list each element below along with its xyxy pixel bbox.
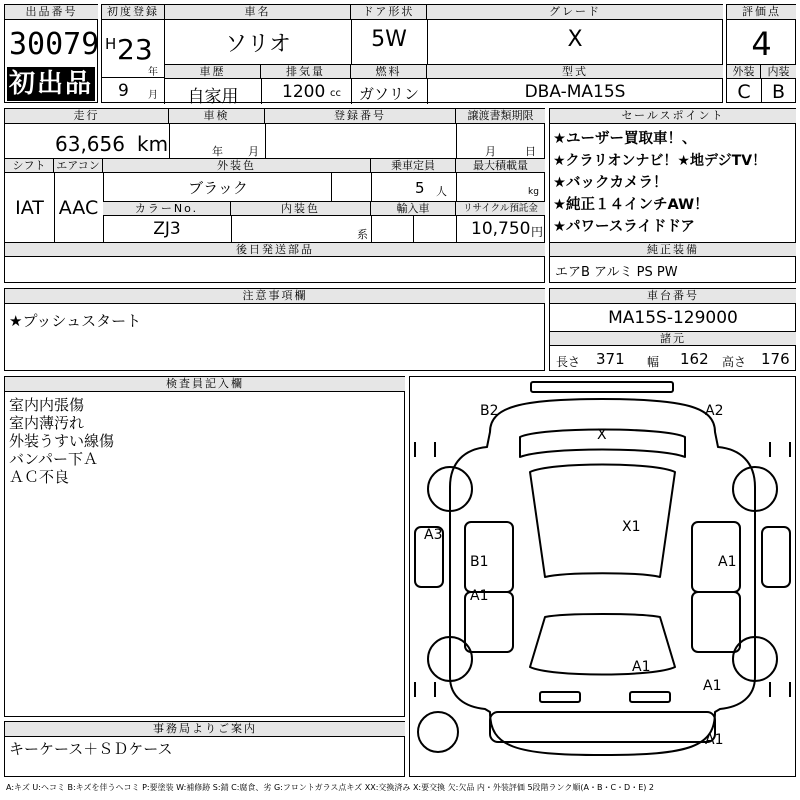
mileage-label: 走行 [5, 109, 169, 124]
rowA-sep2 [265, 124, 266, 158]
model-label: 型式 [427, 64, 723, 79]
score: 4 [751, 25, 772, 63]
mark-a1-bottom: A1 [705, 732, 724, 748]
displacement-unit: cc [330, 88, 341, 99]
rowA-sep1 [169, 124, 170, 158]
color-no: ZJ3 [153, 219, 181, 239]
rowA-sep3 [456, 124, 457, 158]
transfer-day-unit: 日 [525, 145, 536, 158]
mark-a1-right-mid: A1 [718, 554, 737, 570]
grade-label: グレード [427, 5, 723, 20]
mark-a1-center: A1 [632, 659, 651, 675]
sales-point-item: ★クラリオンナビ！★地デジTV！ [553, 153, 767, 169]
interior-score: B [771, 81, 786, 103]
import-label: 輸入車 [371, 201, 456, 216]
rowC-sep1 [231, 216, 232, 242]
inspection-year-unit: 年 [212, 145, 223, 158]
mark-x: X [597, 427, 607, 443]
dims-label: 諸元 [550, 331, 796, 346]
inspector-panel [4, 376, 405, 717]
reg-year: 23 [117, 33, 153, 66]
sales-points-panel [549, 108, 796, 283]
lot-number-panel [4, 4, 98, 103]
month-unit: 月 [148, 90, 158, 101]
color-no-label: カラーNo. [103, 201, 231, 216]
chassis-panel [549, 288, 796, 371]
mark-x1: X1 [622, 519, 641, 535]
recycle-unit: 円 [531, 225, 544, 239]
car-outline-diagram [410, 377, 795, 776]
score-label: 評価点 [727, 5, 796, 20]
exterior-label: 外装 [727, 64, 761, 79]
transfer-label: 譲渡書類期限 [456, 109, 545, 124]
mark-a1-right-low: A1 [703, 678, 722, 694]
door-sep [351, 20, 352, 64]
grade: X [567, 27, 583, 52]
rowC-sep2 [371, 216, 372, 242]
history: 自家用 [187, 87, 239, 107]
displacement: 1200 [282, 82, 326, 102]
history-label: 車歴 [165, 64, 261, 79]
inspection-month-unit: 月 [248, 145, 259, 158]
legend: A:キズ U:ヘコミ B:キズを伴うヘコミ P:要塗装 W:補修跡 S:錆 C:腐食、劣 G:フロントガラス点キズ XX:交換済み X:要交換 欠:欠品 内・外装評価 5段階ランク順(A・B・C・D・E) 2 [6, 783, 655, 792]
interior-color-unit: 系 [357, 228, 368, 241]
model: DBA-MA15S [524, 82, 626, 102]
office-text: キーケース＋ＳＤケース [9, 740, 173, 758]
door-label: ドア形状 [351, 5, 427, 20]
lot-number-label: 出品番号 [5, 5, 98, 20]
ac: AAC [58, 197, 99, 219]
fuel-label: 燃料 [351, 64, 427, 79]
transfer-month-unit: 月 [485, 145, 496, 158]
color-tick [331, 173, 332, 201]
mark-b1: B1 [470, 554, 489, 570]
recycle-label: リサイクル預託金 [456, 201, 545, 216]
length: 371 [596, 350, 625, 368]
height: 176 [761, 350, 790, 368]
inspection-label: 車検 [169, 109, 265, 124]
later-parts-label: 後日発送部品 [5, 242, 545, 257]
first-listing-badge: 初出品 [8, 69, 93, 99]
load-unit: kg [528, 187, 539, 197]
capacity-unit: 人 [436, 185, 447, 198]
mark-a1-left-mid: A1 [470, 588, 489, 604]
reg-divider [102, 77, 165, 78]
mark-a3: A3 [424, 527, 443, 543]
equipment-label: 純正装備 [550, 242, 796, 257]
door-type: 5W [371, 27, 407, 52]
ac-label: エアコン [54, 158, 103, 173]
length-label: 長さ [556, 355, 581, 369]
mark-a2: A2 [705, 403, 724, 419]
main-info-panel [101, 4, 723, 107]
inspector-line: バンパー下Ａ [9, 450, 98, 468]
caution-panel [4, 288, 545, 371]
load-label: 最大積載量 [456, 158, 545, 173]
damage-diagram [409, 376, 796, 777]
sales-point-item: ★バックカメラ！ [553, 175, 668, 191]
interior-color-label: 内装色 [231, 201, 371, 216]
interior-label: 内装 [761, 64, 796, 79]
inspector-line: ＡＣ不良 [9, 468, 70, 486]
inspector-line: 室内薄汚れ [9, 414, 85, 432]
office-panel [4, 721, 405, 777]
capacity: 5 [415, 179, 425, 197]
displacement-label: 排気量 [261, 64, 351, 79]
row2-sep1 [261, 79, 262, 104]
sales-point-item: ★パワースライドドア [553, 219, 695, 235]
sales-point-item: ★ユーザー買取車！、 [553, 131, 697, 147]
car-name-label: 車名 [165, 5, 351, 20]
caution-text: ★プッシュスタート [9, 312, 142, 330]
car-name: ソリオ [225, 32, 291, 57]
reg-month: 9 [118, 81, 129, 101]
rowC-sep3 [413, 216, 414, 242]
reg-year-label: 初度登録 [102, 5, 165, 20]
shift-label: シフト [5, 158, 54, 173]
inspector-label: 検査員記入欄 [5, 377, 405, 392]
capacity-label: 乗車定員 [371, 158, 456, 173]
mark-b2: B2 [480, 403, 499, 419]
chassis-number: MA15S-129000 [608, 308, 738, 328]
caution-label: 注意事項欄 [5, 289, 545, 304]
rowB-sep3 [371, 173, 372, 201]
fuel: ガソリン [358, 85, 419, 103]
sales-points-label: セールスポイント [550, 109, 796, 124]
shift: IAT [15, 197, 44, 219]
score-panel [726, 4, 796, 103]
width: 162 [680, 350, 709, 368]
year-unit: 年 [148, 67, 158, 78]
lot-number: 30079 [9, 27, 100, 62]
color-label: 外装色 [103, 158, 371, 173]
chassis-label: 車台番号 [550, 289, 796, 304]
mileage-unit: km [137, 132, 169, 156]
plate-label: 登録番号 [265, 109, 456, 124]
vehicle-details-panel [4, 108, 545, 283]
office-label: 事務局よりご案内 [5, 722, 405, 737]
era-prefix: H [105, 35, 117, 53]
height-label: 高さ [722, 355, 747, 369]
recycle: 10,750 [471, 219, 531, 239]
sales-point-item: ★純正１４インチAW！ [553, 197, 709, 213]
inspector-line: 室内内張傷 [9, 396, 85, 414]
color: ブラック [188, 179, 248, 197]
exterior-score: C [737, 81, 751, 103]
mileage: 63,656 [55, 132, 125, 156]
equipment: エアB アルミ PS PW [555, 265, 678, 280]
width-label: 幅 [647, 355, 660, 369]
inspector-line: 外装うすい線傷 [9, 432, 115, 450]
